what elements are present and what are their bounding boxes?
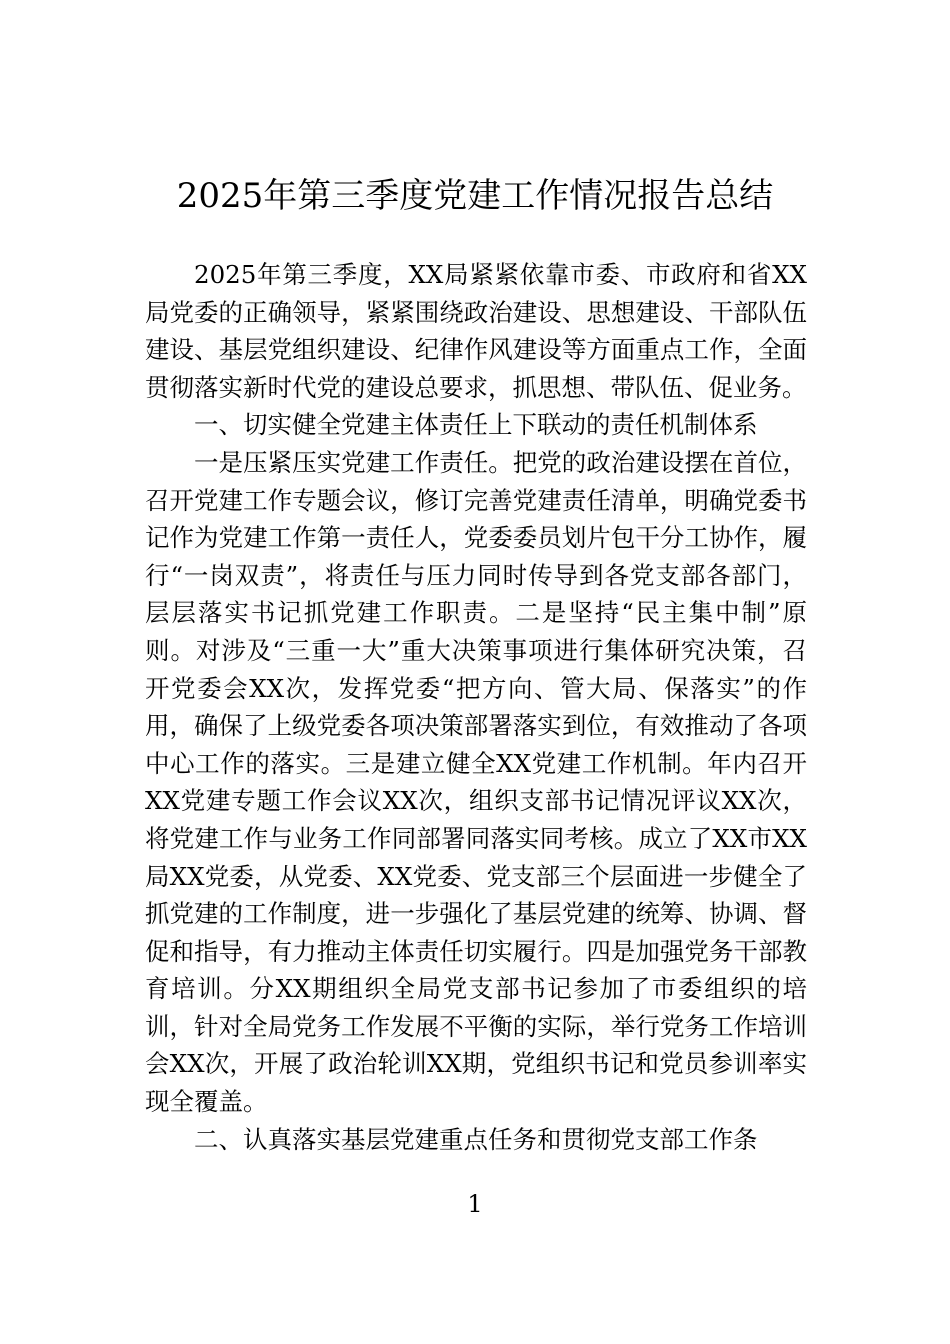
section-heading-1: 一、切实健全党建主体责任上下联动的责任机制体系 — [194, 410, 758, 440]
intro-paragraph: 2025年第三季度，XX局紧紧依靠市委、市政府和省XX局党委的正确领导，紧紧围绕政治建设、思想建设、干部队伍建设、基层党组织建设、纪律作风建设等方面重点工作，全面贯彻落实新时代党的建设总要求，抓思想、带队伍、促业务。 — [145, 260, 807, 402]
section-heading-2: 二、认真落实基层党建重点任务和贯彻党支部工作条 — [194, 1124, 758, 1154]
document-title: 2025年第三季度党建工作情况报告总结 — [176, 176, 774, 216]
page-number: 1 — [467, 1190, 483, 1218]
section-1-paragraph: 一是压紧压实党建工作责任。把党的政治建设摆在首位，召开党建工作专题会议，修订完善党建责任清单，明确党委书记作为党建工作第一责任人，党委委员划片包干分工协作，履行“一岗双责”，将责任与压力同时传导到各党支部各部门，层层落实书记抓党建工作职责。二是坚持“民主集中制”原则。对涉及“三重一大”重大决策事项进行集体研究决策，召开党委会XX次，发挥党委“把方向、管大局、保落实”的作用，确保了上级党委各项决策部署落实到位，有效推动了各项中心工作的落实。三是建立健全XX党建工作机制。年内召开XX党建专题工作会议XX次，组织支部书记情况评议XX次，将党建工作与业务工作同部署同落实同考核。成立了XX市XX局XX党委，从党委、XX党委、党支部三个层面进一步健全了抓党建的工作制度，进一步强化了基层党建的统筹、协调、督促和指导，有力推动主体责任切实履行。四是加强党务干部教育培训。分XX期组织全局党支部书记参加了市委组织的培训，针对全局党务工作发展不平衡的实际，举行党务工作培训会XX次，开展了政治轮训XX期，党组织书记和党员参训率实现全覆盖。 — [145, 447, 807, 1117]
document-body — [145, 256, 807, 1158]
